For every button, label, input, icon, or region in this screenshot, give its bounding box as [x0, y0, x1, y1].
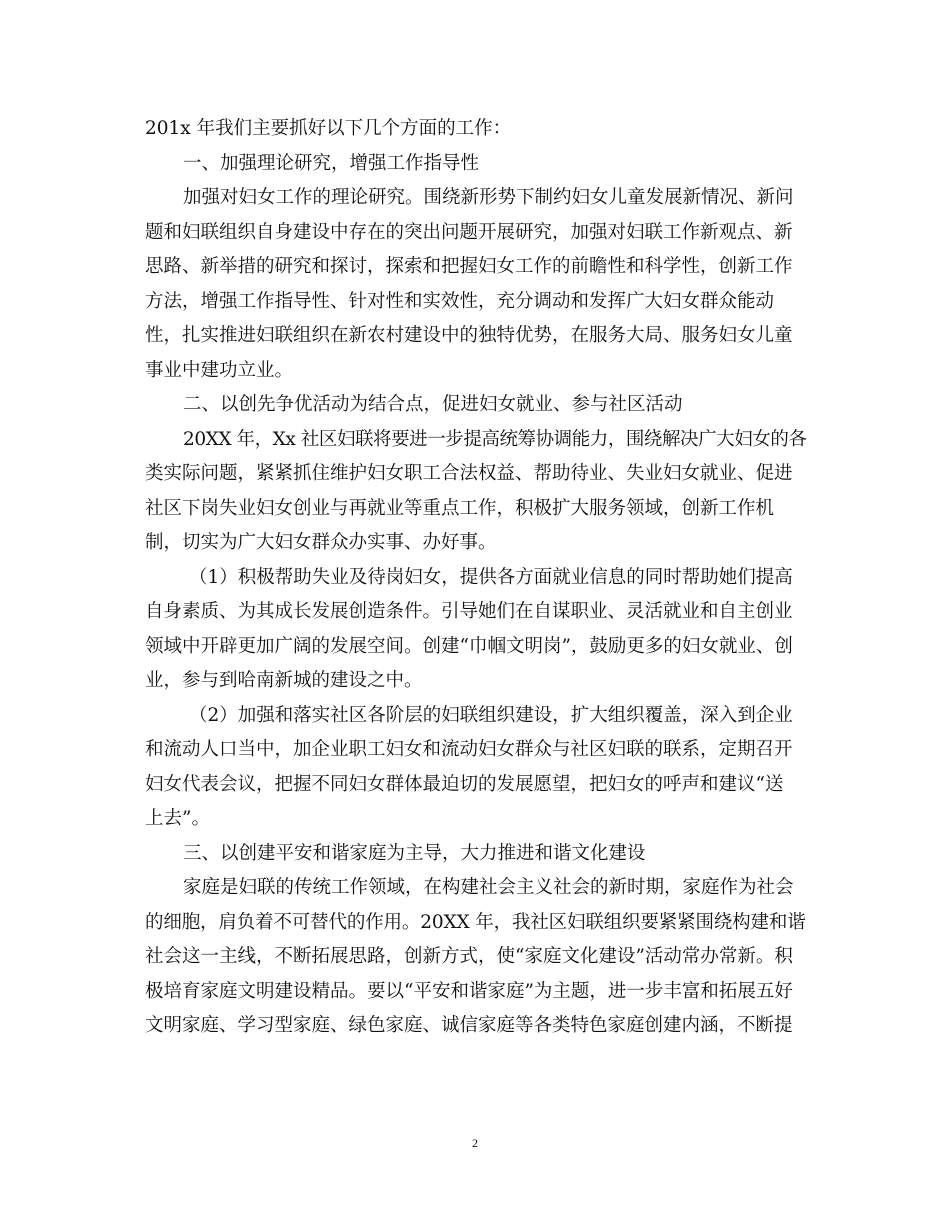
text-line: 家庭是妇联的传统工作领域，在构建社会主义社会的新时期，家庭作为社会 — [183, 877, 794, 898]
document-body — [145, 112, 805, 1044]
text-line: 一、加强理论研究，增强工作指导性 — [183, 152, 480, 174]
text-line: 方法，增强工作指导性、针对性和实效性，充分调动和发挥广大妇女群众能动 — [145, 290, 775, 312]
text-line: 上去”。 — [145, 808, 210, 829]
text-line: （1）积极帮助失业及待岗妇女，提供各方面就业信息的同时帮助她们提高 — [189, 566, 793, 588]
text-line: 性，扎实推进妇联组织在新农村建设中的独特优势，在服务大局、服务妇女儿童 — [145, 325, 793, 346]
text-line: （2）加强和落实社区各阶层的妇联组织建设，扩大组织覆盖，深入到企业 — [189, 704, 793, 726]
text-line: 妇女代表会议，把握不同妇女群体最迫切的发展愿望，把妇女的呼声和建议“送 — [145, 773, 784, 795]
text-line: 自身素质、为其成长发展创造条件。引导她们在自谋职业、灵活就业和自主创业 — [145, 601, 793, 622]
text-line: 20XX 年，Xx 社区妇联将要进一步提高统筹协调能力，围绕解决广大妇女的各 — [183, 428, 807, 450]
text-line: 制，切实为广大妇女群众办实事、办好事。 — [145, 532, 497, 553]
text-line: 社区下岗失业妇女创业与再就业等重点工作，积极扩大服务领域，创新工作机 — [145, 497, 775, 519]
text-line: 加强对妇女工作的理论研究。围绕新形势下制约妇女儿童发展新情况、新问 — [183, 187, 794, 208]
text-line: 领域中开辟更加广阔的发展空间。创建“巾帼文明岗”，鼓励更多的妇女就业、创 — [145, 635, 793, 657]
text-line: 题和妇联组织自身建设中存在的突出问题开展研究，加强对妇联工作新观点、新 — [145, 221, 793, 243]
text-line: 的细胞，肩负着不可替代的作用。20XX 年，我社区妇联组织要紧紧围绕构建和谐 — [145, 911, 806, 933]
text-line: 三、以创建平安和谐家庭为主导，大力推进和谐文化建设 — [183, 842, 646, 864]
text-line: 社会这一主线，不断拓展思路，创新方式，使“家庭文化建设”活动常办常新。积 — [145, 946, 793, 967]
page-number: 2 — [472, 1136, 478, 1150]
text-line: 二、以创先争优活动为结合点，促进妇女就业、参与社区活动 — [183, 394, 683, 415]
text-line: 业，参与到哈南新城的建设之中。 — [145, 670, 423, 691]
text-line: 201x 年我们主要抓好以下几个方面的工作： — [145, 118, 512, 139]
text-line: 思路、新举措的研究和探讨，探索和把握妇女工作的前瞻性和科学性，创新工作 — [145, 256, 793, 277]
text-line: 和流动人口当中，加企业职工妇女和流动妇女群众与社区妇联的联系，定期召开 — [145, 739, 793, 760]
text-line: 类实际问题，紧紧抓住维护妇女职工合法权益、帮助待业、失业妇女就业、促进 — [145, 463, 793, 484]
text-line: 极培育家庭文明建设精品。要以“平安和谐家庭”为主题，进一步丰富和拓展五好 — [145, 980, 793, 1002]
text-line: 文明家庭、学习型家庭、绿色家庭、诚信家庭等各类特色家庭创建内涵，不断提 — [145, 1015, 793, 1036]
text-line: 事业中建功立业。 — [145, 359, 294, 381]
